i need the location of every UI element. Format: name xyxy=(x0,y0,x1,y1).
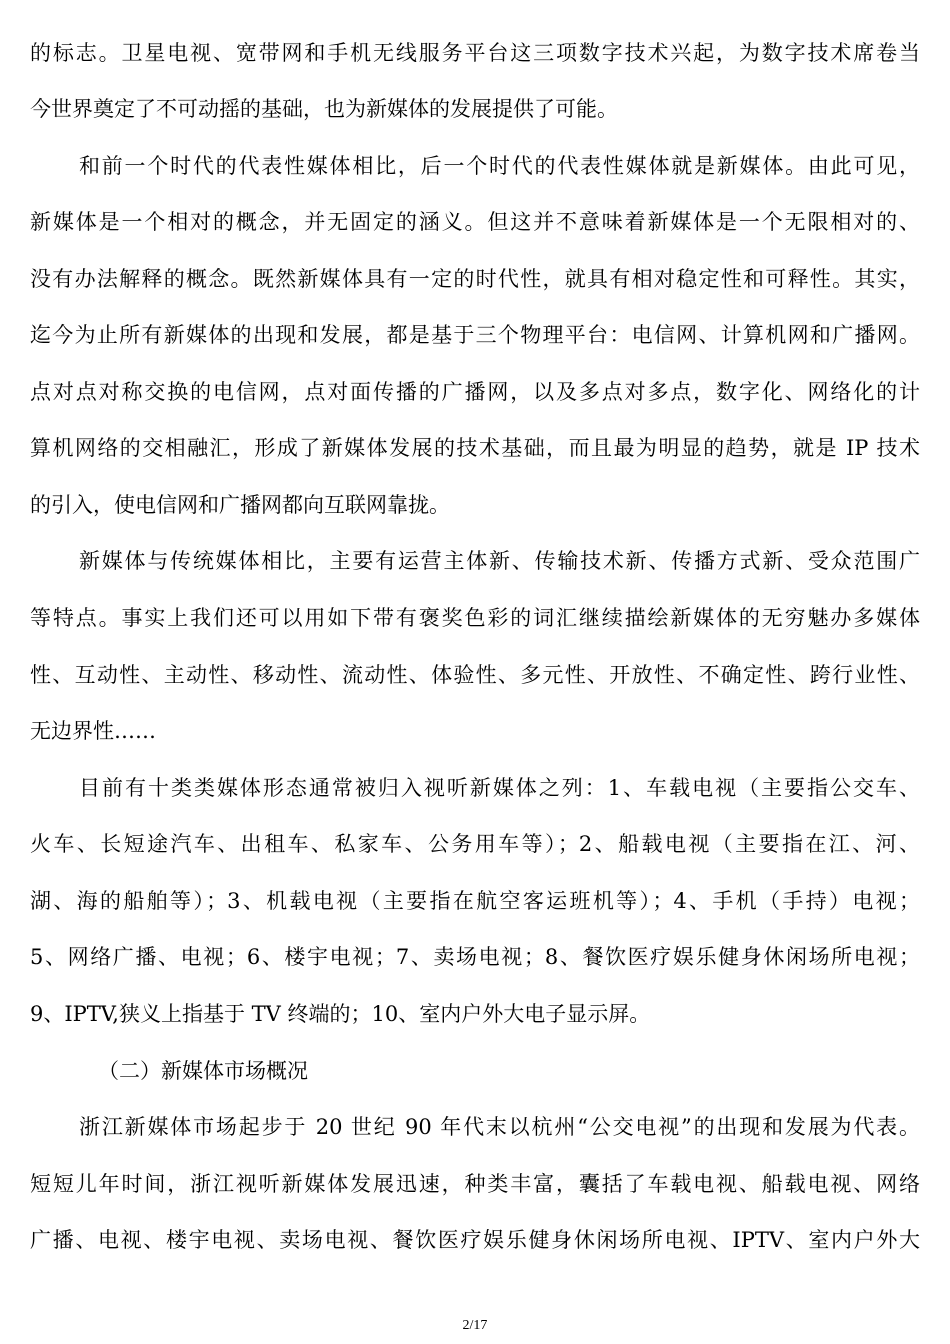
paragraph-line: 的引入，使电信网和广播网都向互联网靠拢。 xyxy=(30,493,450,517)
paragraph-line: 火车、长短途汽车、出租车、私家车、公务用车等）；2、船载电视（主要指在江、河、 xyxy=(30,832,920,856)
section-heading: （二）新媒体市场概况 xyxy=(98,1059,308,1083)
paragraph-line: 没有办法解释的概念。既然新媒体具有一定的时代性，就具有相对稳定性和可释性。其实， xyxy=(30,267,920,291)
paragraph-line: 算机网络的交相融汇，形成了新媒体发展的技术基础，而且最为明显的趋势，就是 IP 技术 xyxy=(30,436,920,460)
paragraph-line: 5、网络广播、电视；6、楼宇电视；7、卖场电视；8、餐饮医疗娱乐健身休闲场所电视； xyxy=(30,945,920,969)
paragraph-line: 新媒体是一个相对的概念，并无固定的涵义。但这并不意味着新媒体是一个无限相对的、 xyxy=(30,210,920,234)
paragraph-line: 新媒体与传统媒体相比，主要有运营主体新、传输技术新、传播方式新、受众范围广 xyxy=(79,549,920,573)
paragraph-line: 和前一个时代的代表性媒体相比，后一个时代的代表性媒体就是新媒体。由此可见， xyxy=(79,154,920,178)
paragraph-line: 的标志。卫星电视、宽带网和手机无线服务平台这三项数字技术兴起，为数字技术席卷当 xyxy=(30,41,920,65)
page-number: 2/17 xyxy=(462,1318,488,1333)
paragraph-line: 湖、海的船舶等）；3、机载电视（主要指在航空客运班机等）；4、手机（手持）电视； xyxy=(30,889,920,913)
paragraph-line: 点对点对称交换的电信网，点对面传播的广播网，以及多点对多点，数字化、网络化的计 xyxy=(30,380,920,404)
paragraph-line: 性、互动性、主动性、移动性、流动性、体验性、多元性、开放性、不确定性、跨行业性、 xyxy=(30,663,920,687)
paragraph-line: 无边界性…… xyxy=(30,719,156,743)
paragraph-line: 目前有十类类媒体形态通常被归入视听新媒体之列：1、车载电视（主要指公交车、 xyxy=(79,776,920,800)
paragraph-line: 浙江新媒体市场起步于 20 世纪 90 年代末以杭州“公交电视”的出现和发展为代表。 xyxy=(79,1115,920,1139)
paragraph-line: 广播、电视、楼宇电视、卖场电视、餐饮医疗娱乐健身休闲场所电视、IPTV、室内户外大 xyxy=(30,1228,920,1252)
paragraph-line: 迄今为止所有新媒体的出现和发展，都是基于三个物理平台：电信网、计算机网和广播网。 xyxy=(30,323,920,347)
paragraph-line: 等特点。事实上我们还可以用如下带有褒奖色彩的词汇继续描绘新媒体的无穷魅办多媒体 xyxy=(30,606,920,630)
paragraph-line: 今世界奠定了不可动摇的基础，也为新媒体的发展提供了可能。 xyxy=(30,97,618,121)
paragraph-line: 短短儿年时间，浙江视听新媒体发展迅速，种类丰富，囊括了车载电视、船载电视、网络 xyxy=(30,1172,920,1196)
paragraph-line: 9、IPTV,狭义上指基于 TV 终端的；10、室内户外大电子显示屏。 xyxy=(30,1002,651,1026)
